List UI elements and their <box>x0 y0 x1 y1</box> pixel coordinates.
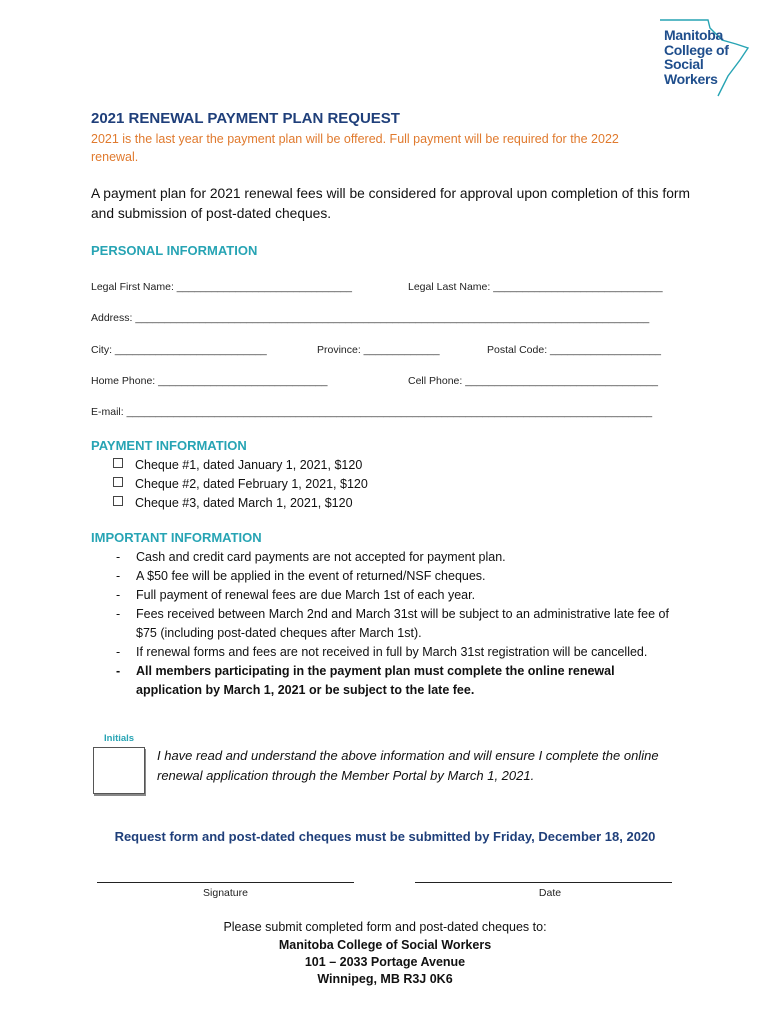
dash-marker: - <box>116 645 121 659</box>
logo-line: Manitoba <box>664 27 724 43</box>
list-item <box>91 586 671 605</box>
list-item <box>91 548 671 567</box>
logo-wordmark <box>664 28 729 86</box>
item-text: Full payment of renewal fees are due March 1st of each year. <box>136 588 476 602</box>
date-line[interactable] <box>415 882 672 883</box>
mailing-org: Manitoba College of Social Workers <box>278 938 492 952</box>
signature-label: Signature <box>203 887 248 899</box>
cheque-list <box>113 456 368 513</box>
list-item <box>91 567 671 586</box>
dash-marker: - <box>116 569 121 583</box>
first-name-field[interactable]: Legal First Name: ______________________________ <box>91 281 352 293</box>
logo-line: Workers <box>664 70 718 87</box>
cell-phone-field[interactable]: Cell Phone: _________________________________ <box>408 375 658 387</box>
checkbox[interactable] <box>113 496 123 506</box>
date-label: Date <box>538 887 562 899</box>
checkbox[interactable] <box>113 458 123 468</box>
cheque-option[interactable] <box>113 456 368 475</box>
logo-line: Social <box>664 56 704 72</box>
cheque-label: Cheque #2, dated February 1, 2021, $120 <box>135 477 368 491</box>
home-phone-field[interactable]: Home Phone: _____________________________ <box>91 375 328 387</box>
postal-code-field[interactable]: Postal Code: ___________________ <box>487 344 661 356</box>
last-name-field[interactable]: Legal Last Name: _____________________________ <box>408 281 663 293</box>
city-field[interactable]: City: __________________________ <box>91 344 267 356</box>
checkbox[interactable] <box>113 477 123 487</box>
email-field[interactable]: E-mail: __________________________________________________________________________________________ <box>91 406 653 418</box>
province-field[interactable]: Province: _____________ <box>317 344 440 356</box>
personal-info-heading: PERSONAL INFORMATION <box>91 243 258 258</box>
dash-marker: - <box>116 607 121 621</box>
initials-box[interactable] <box>93 747 145 794</box>
logo-line: College of <box>664 41 729 58</box>
cheque-label: Cheque #1, dated January 1, 2021, $120 <box>135 458 363 472</box>
cheque-option[interactable] <box>113 494 368 513</box>
dash-marker: - <box>116 664 121 678</box>
cheque-label: Cheque #3, dated March 1, 2021, $120 <box>135 496 353 510</box>
important-info-heading: IMPORTANT INFORMATION <box>91 530 262 545</box>
payment-info-heading: PAYMENT INFORMATION <box>91 438 247 453</box>
item-text: Cash and credit card payments are not accepted for payment plan. <box>136 550 506 564</box>
list-item <box>91 662 671 700</box>
form-title: 2021 RENEWAL PAYMENT PLAN REQUEST <box>91 110 400 127</box>
item-text: Fees received between March 2nd and March 31st will be subject to an administrative late fee of $75 (including post-dated cheques after March 1st). <box>136 607 669 640</box>
initials-label: Initials <box>104 733 135 744</box>
dash-marker: - <box>116 550 121 564</box>
dash-marker: - <box>116 588 121 602</box>
cheque-option[interactable] <box>113 475 368 494</box>
list-item <box>91 605 671 643</box>
signature-line[interactable] <box>97 882 354 883</box>
payment-plan-notice: 2021 is the last year the payment plan will be offered. Full payment will be required for the 2022 renewal. <box>91 132 619 164</box>
mailing-instruction: Please submit completed form and post-dated cheques to: <box>223 920 547 934</box>
item-text: If renewal forms and fees are not received in full by March 31st registration will be cancelled. <box>136 645 648 659</box>
item-text: A $50 fee will be applied in the event of returned/NSF cheques. <box>136 569 486 583</box>
mailing-street: 101 – 2033 Portage Avenue <box>304 955 466 969</box>
acknowledgement-statement: I have read and understand the above information and will ensure I complete the online renewal application through the Member Portal by March 1, 2021. <box>157 748 659 783</box>
list-item <box>91 643 671 662</box>
submission-deadline: Request form and post-dated cheques must be submitted by Friday, December 18, 2020 <box>114 829 656 844</box>
address-field[interactable]: Address: ________________________________________________________________________________________ <box>91 312 650 324</box>
intro-paragraph: A payment plan for 2021 renewal fees will be considered for approval upon completion of this form and submission of post-dated cheques. <box>91 186 690 221</box>
item-text: All members participating in the payment plan must complete the online renewal application by March 1, 2021 or be subject to the late fee. <box>136 664 615 697</box>
important-list <box>91 548 671 700</box>
mailing-city: Winnipeg, MB R3J 0K6 <box>317 972 453 986</box>
